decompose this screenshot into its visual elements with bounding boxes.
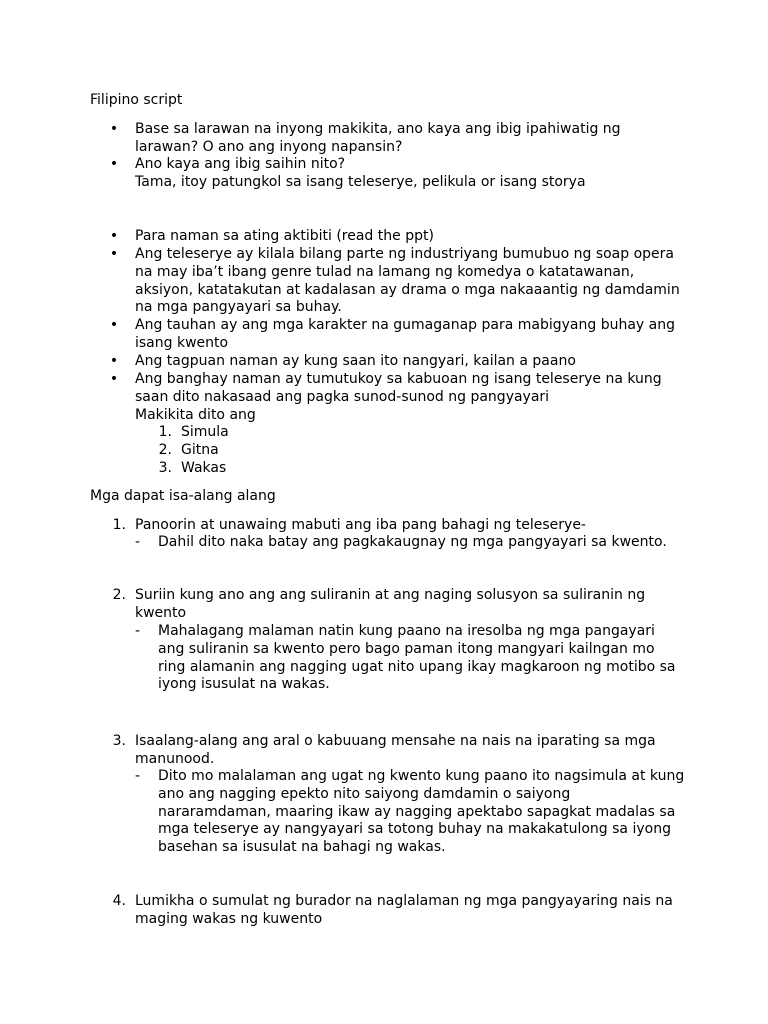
bullet-text (135, 156, 586, 192)
text-line: basehan sa isusulat na bahagi ng wakas. (158, 839, 446, 856)
text-line: maging wakas ng kuwento (135, 910, 323, 927)
step-number: 1. (112, 517, 126, 533)
list-number: 1. (158, 424, 172, 440)
list-number: 2. (158, 442, 172, 458)
text-line: Dahil dito naka batay ang pagkakaugnay ng mga pangyayari sa kwento. (158, 534, 667, 550)
text-line: Dito mo malalaman ang ugat ng kwento kung paano ito nagsimula at kung (158, 768, 685, 784)
step-text (135, 733, 656, 769)
bullet-icon: • (109, 156, 119, 172)
step-text (135, 587, 645, 623)
text-line: mga teleserye ay nangyayari sa totong buhay na makakatulong sa iyong (158, 821, 671, 838)
text-line: Tama, itoy patungkol sa isang teleserye, pelikula or isang storya (135, 173, 586, 190)
bullet-text (135, 121, 621, 157)
step-note (158, 534, 667, 552)
step-text (135, 517, 586, 535)
text-line: Panoorin at unawaing mabuti ang iba pang bahagi ng teleserye- (135, 517, 586, 533)
text-line: na may iba’t ibang genre tulad na lamang ng komedya o katatawanan, (135, 263, 635, 280)
text-line: isang kwento (135, 334, 229, 351)
text-line: aksiyon, katatakutan at kadalasan ay drama o mga nakaaantig ng damdamin (135, 281, 680, 298)
document-title: Filipino script (90, 92, 183, 108)
text-line: Ang banghay naman ay tumutukoy sa kabuoan ng isang teleserye na kung (135, 371, 662, 387)
bullet-icon: • (109, 371, 119, 387)
bullet-text (135, 371, 662, 424)
bullet-text (135, 353, 576, 371)
bullet-icon: • (109, 121, 119, 137)
step-note (158, 768, 684, 857)
text-line: Suriin kung ano ang ang suliranin at ang naging solusyon sa suliranin ng (135, 587, 646, 603)
text-line: iyong isusulat na wakas. (158, 676, 330, 693)
text-line: na mga pangyayari sa buhay. (135, 299, 342, 316)
bullet-icon: • (109, 246, 119, 262)
list-item: Gitna (181, 442, 219, 458)
text-line: Ang teleserye ay kilala bilang parte ng industriyang bumubuo ng soap opera (135, 246, 674, 262)
text-line: Mahalagang malaman natin kung paano na iresolba ng mga pangayari (158, 623, 655, 639)
bullet-text (135, 317, 675, 353)
step-text (135, 893, 673, 929)
bullet-icon: • (109, 317, 119, 333)
list-item: Wakas (181, 460, 227, 476)
text-line: ano ang nagging epekto nito saiyong damdamin o saiyong (158, 785, 571, 802)
dash-marker: - (135, 768, 141, 784)
text-line: kwento (135, 604, 187, 621)
text-line: Makikita dito ang (135, 406, 256, 423)
bullet-text (135, 228, 434, 246)
step-note (158, 623, 676, 694)
text-line: saan dito nakasaad ang pagka sunod-sunod ng pangyayari (135, 388, 550, 405)
text-line: Ang tagpuan naman ay kung saan ito nangyari, kailan a paano (135, 353, 576, 369)
text-line: manunood. (135, 750, 215, 767)
step-number: 2. (112, 587, 126, 603)
text-line: Para naman sa ating aktibiti (read the ppt) (135, 228, 434, 244)
step-number: 4. (112, 893, 126, 909)
dash-marker: - (135, 534, 141, 550)
text-line: Ang tauhan ay ang mga karakter na gumaganap para mabigyang buhay ang (135, 317, 675, 333)
text-line: nararamdaman, maaring ikaw ay nagging apektabo sapagkat madalas sa (158, 803, 676, 820)
text-line: Base sa larawan na inyong makikita, ano kaya ang ibig ipahiwatig ng (135, 121, 621, 137)
list-item: Simula (181, 424, 229, 440)
bullet-icon: • (109, 228, 119, 244)
section-heading: Mga dapat isa-alang alang (90, 488, 276, 504)
step-number: 3. (112, 733, 126, 749)
dash-marker: - (135, 623, 141, 639)
text-line: Isaalang-alang ang aral o kabuuang mensahe na nais na iparating sa mga (135, 733, 656, 749)
text-line: Ano kaya ang ibig saihin nito? (135, 156, 346, 172)
text-line: Lumikha o sumulat ng burador na naglalaman ng mga pangyayaring nais na (135, 893, 673, 909)
list-number: 3. (158, 460, 172, 476)
text-line: ring alamanin ang nagging ugat nito upang ikay magkaroon ng motibo sa (158, 658, 676, 675)
bullet-icon: • (109, 353, 119, 369)
text-line: larawan? O ano ang inyong napansin? (135, 138, 403, 155)
text-line: ang suliranin sa kwento pero bago paman itong mangyari kailngan mo (158, 640, 655, 657)
bullet-text (135, 246, 680, 317)
